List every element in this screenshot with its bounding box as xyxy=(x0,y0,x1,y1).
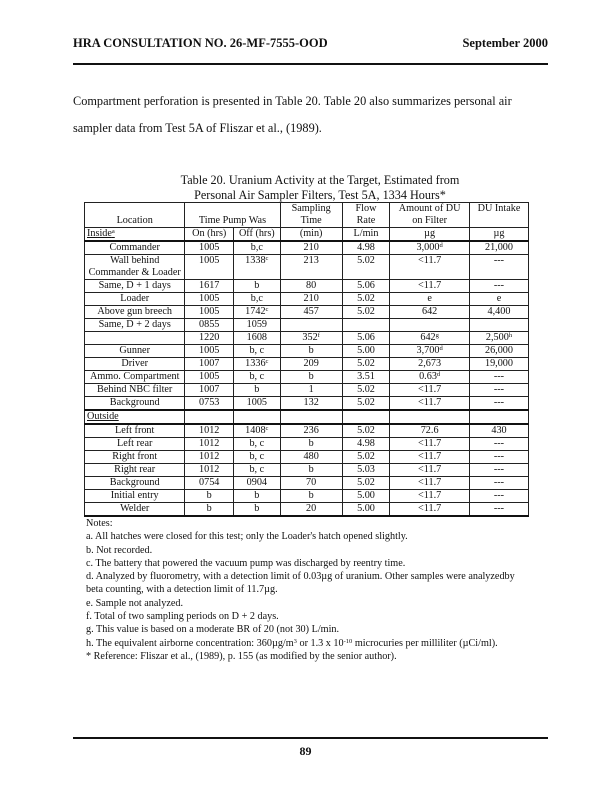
cell-sampling-time: 20 xyxy=(280,503,342,517)
cell-location: Initial entry xyxy=(85,490,185,503)
cell-location: Background xyxy=(85,397,185,411)
table-row xyxy=(85,451,529,464)
cell-amount-du: <11.7 xyxy=(390,477,470,490)
cell-flow-rate: 5.02 xyxy=(342,384,390,397)
table-row xyxy=(85,490,529,503)
header-amount-du: Amount of DU on Filter xyxy=(390,203,470,228)
cell-du-intake: 26,000 xyxy=(469,345,528,358)
unit-sampling: (min) xyxy=(280,228,342,242)
cell-off: b, c xyxy=(234,451,281,464)
cell-off: 1408$^c$ xyxy=(234,424,281,438)
table-row xyxy=(85,358,529,371)
cell-sampling-time: b xyxy=(280,464,342,477)
body-line-2: sampler data from Test 5A of Fliszar et al., (1989). xyxy=(73,121,322,135)
table-row xyxy=(85,306,529,319)
cell-amount-du: 3,000$^d$ xyxy=(390,241,470,255)
cell-location: Ammo. Compartment xyxy=(85,371,185,384)
cell-on: 0855 xyxy=(185,319,234,332)
cell-du-intake: --- xyxy=(469,490,528,503)
cell-du-intake: --- xyxy=(469,371,528,384)
cell-on: b xyxy=(185,490,234,503)
cell-flow-rate: 3.51 xyxy=(342,371,390,384)
cell-location: Driver xyxy=(85,358,185,371)
cell-location: Wall behind Commander & Loader xyxy=(85,255,185,280)
cell-sampling-time: b xyxy=(280,490,342,503)
document-date: September 2000 xyxy=(462,36,548,50)
note-f: f. Total of two sampling periods on D + 2 days. xyxy=(86,611,279,623)
cell-flow-rate: 5.00 xyxy=(342,503,390,517)
cell-amount-du: <11.7 xyxy=(390,438,470,451)
cell-sampling-time: 1 xyxy=(280,384,342,397)
table-row xyxy=(85,255,529,280)
table-header-row xyxy=(85,203,529,228)
cell-du-intake: --- xyxy=(469,477,528,490)
cell-off: 1608 xyxy=(234,332,281,345)
cell-off: b, c xyxy=(234,464,281,477)
cell-on: 1005 xyxy=(185,306,234,319)
cell-flow-rate: 5.06 xyxy=(342,332,390,345)
cell-amount-du: <11.7 xyxy=(390,451,470,464)
document-title: HRA CONSULTATION NO. 26-MF-7555-OOD xyxy=(73,36,328,50)
header-time-pump: Time Pump Was xyxy=(185,203,280,228)
table-units-row xyxy=(85,228,529,242)
header-rule xyxy=(73,63,548,65)
note-h: h. The equivalent airborne concentration: $360\mu g/m^3$ or 1.3 x $10^{-10}$ microcuries per milliliter (µCi/ml). xyxy=(86,637,498,649)
note-c: c. The battery that powered the vacuum pump was discharged by reentry time. xyxy=(86,557,406,569)
cell-on: 0754 xyxy=(185,477,234,490)
cell-on: 1617 xyxy=(185,280,234,293)
table-row xyxy=(85,241,529,255)
cell-off: b xyxy=(234,384,281,397)
cell-flow-rate: 5.02 xyxy=(342,255,390,280)
cell-location: Same, D + 2 days xyxy=(85,319,185,332)
cell-on: 1012 xyxy=(185,438,234,451)
cell-off: b xyxy=(234,503,281,517)
cell-amount-du: 642$^g$ xyxy=(390,332,470,345)
cell-on: 1005 xyxy=(185,255,234,280)
cell-on: 1005 xyxy=(185,293,234,306)
cell-on: 1220 xyxy=(185,332,234,345)
unit-amount: µg xyxy=(390,228,470,242)
notes-heading: Notes: xyxy=(86,518,113,529)
section-row-outside xyxy=(85,410,529,424)
cell-du-intake xyxy=(469,319,528,332)
table-row xyxy=(85,503,529,517)
note-a: a. All hatches were closed for this test; only the Loader's hatch opened slightly. xyxy=(86,531,408,543)
cell-amount-du: <11.7 xyxy=(390,255,470,280)
table-row xyxy=(85,384,529,397)
cell-du-intake: --- xyxy=(469,451,528,464)
header-sampling-time: Sampling Time xyxy=(280,203,342,228)
cell-location: Right front xyxy=(85,451,185,464)
table-row xyxy=(85,319,529,332)
uranium-activity-table xyxy=(84,202,529,517)
cell-off: b xyxy=(234,490,281,503)
note-d-line-2: beta counting, with a detection limit of 11.7µg. xyxy=(86,584,278,596)
cell-on: 1012 xyxy=(185,424,234,438)
cell-amount-du: <11.7 xyxy=(390,280,470,293)
table-row xyxy=(85,280,529,293)
cell-flow-rate: 4.98 xyxy=(342,241,390,255)
cell-amount-du: <11.7 xyxy=(390,384,470,397)
cell-flow-rate: 5.02 xyxy=(342,477,390,490)
table-row xyxy=(85,293,529,306)
cell-du-intake: e xyxy=(469,293,528,306)
cell-du-intake: --- xyxy=(469,464,528,477)
cell-location: Welder xyxy=(85,503,185,517)
cell-off: b, c xyxy=(234,371,281,384)
cell-on: 0753 xyxy=(185,397,234,411)
cell-sampling-time: b xyxy=(280,371,342,384)
cell-amount-du: 72.6 xyxy=(390,424,470,438)
cell-location: Behind NBC filter xyxy=(85,384,185,397)
cell-flow-rate: 4.98 xyxy=(342,438,390,451)
cell-sampling-time: 210 xyxy=(280,293,342,306)
cell-off: b, c xyxy=(234,438,281,451)
cell-on: b xyxy=(185,503,234,517)
cell-du-intake: --- xyxy=(469,438,528,451)
header-du-intake: DU Intake xyxy=(469,203,528,228)
table-row xyxy=(85,424,529,438)
cell-sampling-time: 213 xyxy=(280,255,342,280)
body-paragraph xyxy=(73,88,543,142)
footer-rule xyxy=(73,737,548,739)
cell-amount-du: 642 xyxy=(390,306,470,319)
cell-amount-du: <11.7 xyxy=(390,490,470,503)
section-inside: Inside$^a$ xyxy=(85,228,185,242)
cell-du-intake: --- xyxy=(469,280,528,293)
cell-location: Above gun breech xyxy=(85,306,185,319)
cell-off: 1742$^c$ xyxy=(234,306,281,319)
cell-off: b,c xyxy=(234,241,281,255)
cell-location: Loader xyxy=(85,293,185,306)
cell-on: 1005 xyxy=(185,241,234,255)
cell-location: Same, D + 1 days xyxy=(85,280,185,293)
table-row xyxy=(85,397,529,411)
cell-on: 1012 xyxy=(185,451,234,464)
cell-location: Left front xyxy=(85,424,185,438)
cell-off: 1338$^c$ xyxy=(234,255,281,280)
cell-sampling-time: 236 xyxy=(280,424,342,438)
cell-amount-du: 2,673 xyxy=(390,358,470,371)
cell-on: 1007 xyxy=(185,358,234,371)
cell-amount-du: 3,700$^d$ xyxy=(390,345,470,358)
cell-sampling-time xyxy=(280,319,342,332)
unit-on: On (hrs) xyxy=(185,228,234,242)
cell-off: 1059 xyxy=(234,319,281,332)
table-row xyxy=(85,371,529,384)
cell-flow-rate: 5.02 xyxy=(342,358,390,371)
cell-amount-du: <11.7 xyxy=(390,503,470,517)
note-e: e. Sample not analyzed. xyxy=(86,597,184,609)
cell-flow-rate: 5.02 xyxy=(342,293,390,306)
cell-flow-rate: 5.00 xyxy=(342,490,390,503)
cell-du-intake: 21,000 xyxy=(469,241,528,255)
cell-sampling-time: 132 xyxy=(280,397,342,411)
cell-location: Left rear xyxy=(85,438,185,451)
caption-line-1: Table 20. Uranium Activity at the Target, Estimated from xyxy=(180,173,460,187)
cell-du-intake: 430 xyxy=(469,424,528,438)
table-row xyxy=(85,477,529,490)
cell-location: Right rear xyxy=(85,464,185,477)
cell-flow-rate xyxy=(342,319,390,332)
cell-off: 1336$^c$ xyxy=(234,358,281,371)
cell-sampling-time: b xyxy=(280,345,342,358)
caption-line-2: Personal Air Sampler Filters, Test 5A, 1334 Hours* xyxy=(194,188,446,202)
table-row xyxy=(85,464,529,477)
section-outside: Outside xyxy=(85,410,185,424)
cell-off: b xyxy=(234,280,281,293)
cell-du-intake: 2,500$^h$ xyxy=(469,332,528,345)
table-caption xyxy=(110,173,530,203)
header-flow-rate: Flow Rate xyxy=(342,203,390,228)
cell-sampling-time: 457 xyxy=(280,306,342,319)
cell-sampling-time: 70 xyxy=(280,477,342,490)
cell-location: Background xyxy=(85,477,185,490)
note-b: b. Not recorded. xyxy=(86,544,153,556)
cell-du-intake: 4,400 xyxy=(469,306,528,319)
cell-off: b, c xyxy=(234,345,281,358)
cell-on: 1005 xyxy=(185,371,234,384)
note-reference: * Reference: Fliszar et al., (1989), p. 155 (as modified by the senior author). xyxy=(86,650,397,662)
note-g: g. This value is based on a moderate BR of 20 (not 30) L/min. xyxy=(86,624,340,636)
cell-on: 1012 xyxy=(185,464,234,477)
cell-location xyxy=(85,332,185,345)
cell-du-intake: --- xyxy=(469,397,528,411)
cell-flow-rate: 5.00 xyxy=(342,345,390,358)
cell-off: 1005 xyxy=(234,397,281,411)
body-line-1: Compartment perforation is presented in Table 20. Table 20 also summarizes personal air xyxy=(73,94,512,108)
cell-off: b,c xyxy=(234,293,281,306)
cell-flow-rate: 5.02 xyxy=(342,397,390,411)
cell-flow-rate: 5.03 xyxy=(342,464,390,477)
cell-flow-rate: 5.02 xyxy=(342,451,390,464)
cell-du-intake: --- xyxy=(469,503,528,517)
cell-amount-du: <11.7 xyxy=(390,464,470,477)
cell-sampling-time: 480 xyxy=(280,451,342,464)
cell-flow-rate: 5.02 xyxy=(342,306,390,319)
cell-location: Commander xyxy=(85,241,185,255)
unit-intake: µg xyxy=(469,228,528,242)
cell-sampling-time: 352$^f$ xyxy=(280,332,342,345)
cell-on: 1007 xyxy=(185,384,234,397)
cell-du-intake: 19,000 xyxy=(469,358,528,371)
cell-du-intake: --- xyxy=(469,255,528,280)
cell-off: 0904 xyxy=(234,477,281,490)
cell-amount-du xyxy=(390,319,470,332)
table-row xyxy=(85,438,529,451)
cell-flow-rate: 5.06 xyxy=(342,280,390,293)
table-notes xyxy=(86,517,536,663)
cell-sampling-time: b xyxy=(280,438,342,451)
table-row xyxy=(85,345,529,358)
header-location: Location xyxy=(85,203,185,228)
page-header xyxy=(73,36,548,56)
cell-on: 1005 xyxy=(185,345,234,358)
cell-amount-du: e xyxy=(390,293,470,306)
cell-location: Gunner xyxy=(85,345,185,358)
cell-amount-du: 0.63$^d$ xyxy=(390,371,470,384)
table-row xyxy=(85,332,529,345)
cell-amount-du: <11.7 xyxy=(390,397,470,411)
unit-off: Off (hrs) xyxy=(234,228,281,242)
cell-sampling-time: 209 xyxy=(280,358,342,371)
note-d-line-1: d. Analyzed by fluorometry, with a detection limit of 0.03µg of uranium. Other samples were analyzedby xyxy=(86,571,515,583)
unit-flow: L/min xyxy=(342,228,390,242)
cell-sampling-time: 210 xyxy=(280,241,342,255)
cell-sampling-time: 80 xyxy=(280,280,342,293)
cell-du-intake: --- xyxy=(469,384,528,397)
page-number: 89 xyxy=(299,744,312,758)
cell-flow-rate: 5.02 xyxy=(342,424,390,438)
